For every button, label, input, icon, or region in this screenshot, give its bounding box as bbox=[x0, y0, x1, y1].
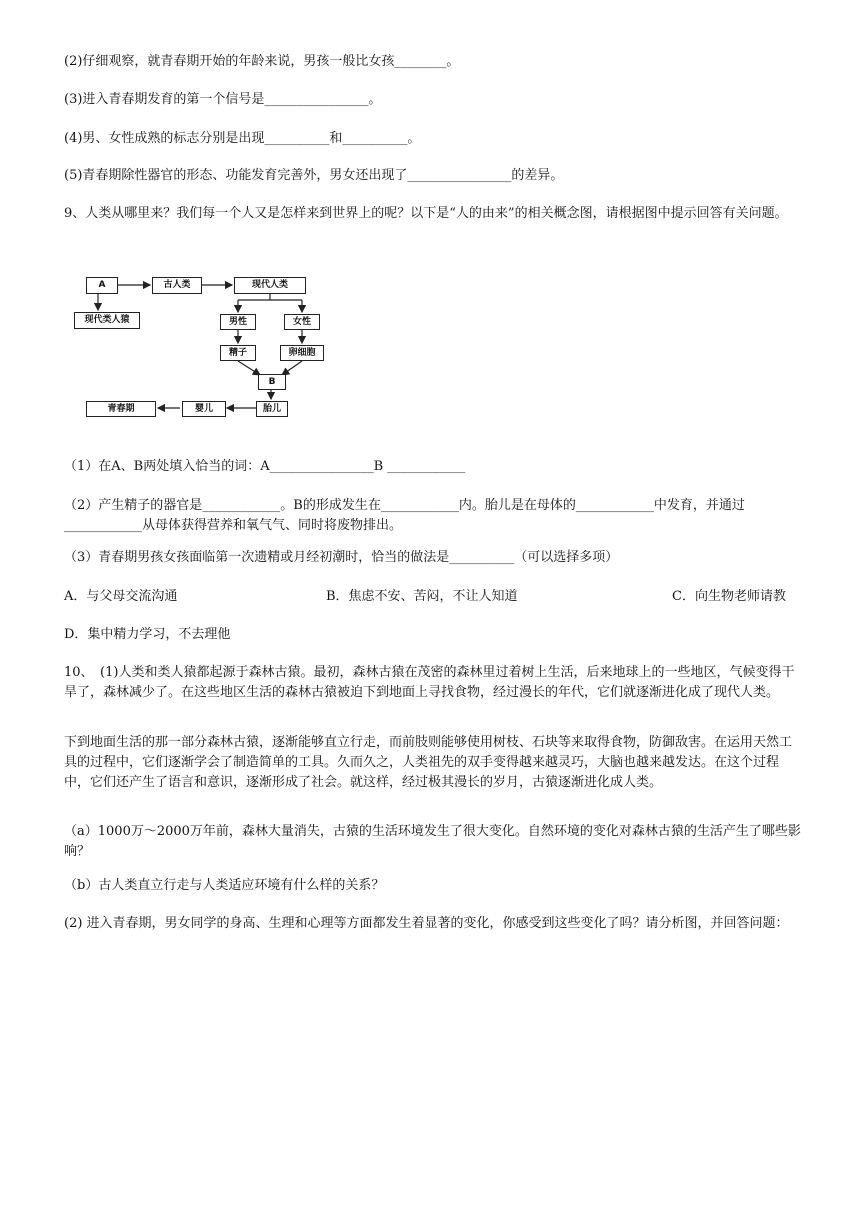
q10-passage-1: 10、 (1)人类和类人猿都起源于森林古猿。最初，森林古猿在茂密的森林里过着树上生活，后来地球上的一些地区，气候变得干旱了，森林减少了。在这些地区生活的森林古猿被迫下到地面上寻找食物，经过漫长的年代，它们就逐渐进化成了现代人类。 bbox=[64, 665, 795, 700]
q8-item-5: (5)青春期除性器官的形态、功能发育完善外，男女还出现了________________的差异。 bbox=[64, 168, 564, 183]
node-archaic-humans: 古人类 bbox=[152, 277, 202, 294]
q9-option-c: C．向生物老师请教 bbox=[672, 589, 786, 604]
q9-part-2: （2）产生精子的器官是____________。B的形成发生在____________内。胎儿是在母体的____________中发育，并通过____________从母体获得营养和氧气气、同时将废物排出。 bbox=[64, 498, 745, 533]
node-sperm: 精子 bbox=[220, 345, 256, 361]
concept-map-human-origin bbox=[70, 270, 390, 430]
node-b: B bbox=[258, 374, 286, 390]
q10-part-2: (2) 进入青春期，男女同学的身高、生理和心理等方面都发生着显著的变化，你感受到这些变化了吗？请分析图，并回答问题： bbox=[64, 916, 789, 931]
q8-item-3: (3)进入青春期发育的第一个信号是________________。 bbox=[64, 92, 382, 107]
node-female: 女性 bbox=[284, 314, 320, 330]
q8-item-2: (2)仔细观察，就青春期开始的年龄来说，男孩一般比女孩________。 bbox=[64, 54, 460, 69]
q9-option-b: B．焦虑不安、苦闷，不让人知道 bbox=[326, 589, 518, 604]
node-egg-cell: 卵细胞 bbox=[280, 345, 324, 361]
q9-option-a: A．与父母交流沟通 bbox=[64, 589, 178, 604]
node-a: A bbox=[86, 277, 118, 294]
node-modern-humans: 现代人类 bbox=[234, 277, 306, 294]
q9-option-d: D．集中精力学习，不去理他 bbox=[64, 627, 231, 642]
q10-question-b: （b）古人类直立行走与人类适应环境有什么样的关系？ bbox=[64, 878, 385, 893]
node-male: 男性 bbox=[220, 314, 256, 330]
node-puberty: 青春期 bbox=[86, 401, 156, 417]
q10-passage-2: 下到地面生活的那一部分森林古猿，逐渐能够直立行走，而前肢则能够使用树枝、石块等来取得食物，防御敌害。在运用天然工具的过程中，它们逐渐学会了制造简单的工具。久而久之，人类祖先的双手变得越来越灵巧，大脑也越来越发达。在这个过程中，它们还产生了语言和意识，逐渐形成了社会。就这样，经过极其漫长的岁月，古猿逐渐进化成人类。 bbox=[64, 735, 793, 790]
node-fetus: 胎儿 bbox=[256, 401, 288, 417]
node-modern-apes: 现代类人猿 bbox=[74, 312, 140, 329]
q9-intro: 9、人类从哪里来？我们每一个人又是怎样来到世界上的呢？以下是“人的由来”的相关概念图，请根据图中提示回答有关问题。 bbox=[64, 206, 788, 221]
q8-item-4: (4)男、女性成熟的标志分别是出现__________和__________。 bbox=[64, 131, 421, 146]
q9-part-1: （1）在A、B两处填入恰当的词：A________________B ____________ bbox=[64, 459, 466, 474]
q9-part-3: （3）青春期男孩女孩面临第一次遗精或月经初潮时，恰当的做法是__________（可以选择多项） bbox=[64, 550, 619, 565]
q10-question-a: （a）1000万～2000万年前，森林大量消失，古猿的生活环境发生了很大变化。自然环境的变化对森林古猿的生活产生了哪些影响？ bbox=[64, 824, 801, 859]
node-infant: 婴儿 bbox=[182, 401, 226, 417]
